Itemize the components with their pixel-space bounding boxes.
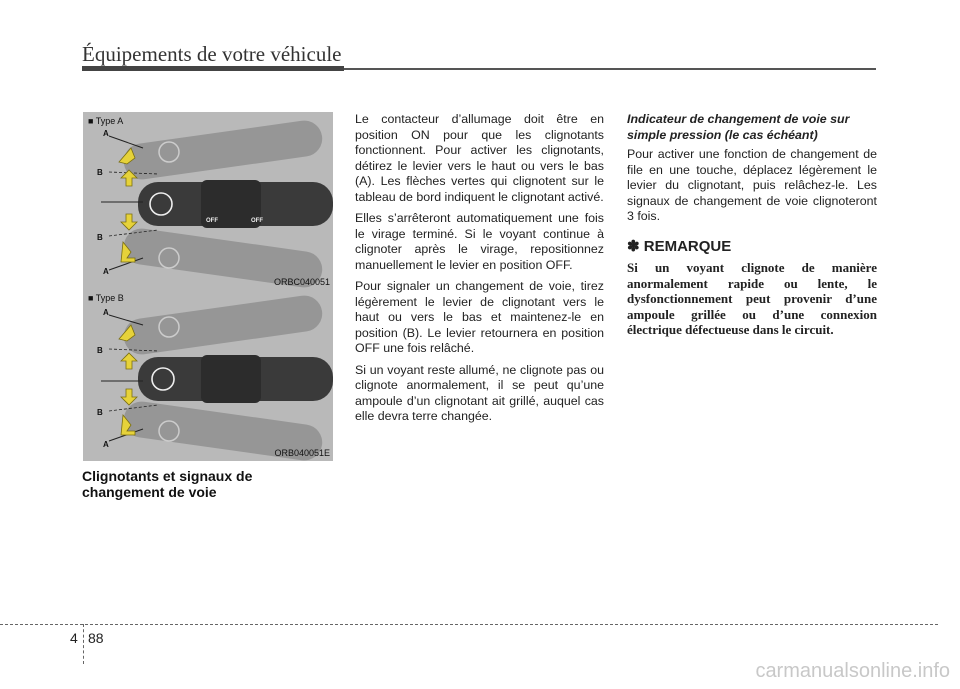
paragraph: Elles s’arrêteront automatiquement une fois le virage terminé. Si le voyant continue à clignoter après le virage, repositionnez manuellement le levier en position OFF.: [355, 211, 604, 272]
footer-vertical-divider: [83, 624, 84, 664]
chapter-number: 4: [70, 630, 78, 646]
page-number: 88: [88, 630, 104, 646]
callout-a-bottom: A: [103, 440, 109, 449]
paragraph: Pour signaler un changement de voie, tirez légèrement le levier de clignotant vers le haut ou vers le bas et maintenez-le en position (B). Le levier retournera en position OFF une fois relâché.: [355, 279, 604, 355]
footer-divider: [0, 624, 938, 625]
paragraph: Pour activer une fonction de changement de file en une touche, déplacez légèrement le levier du clignotant, puis relâchez-le. Les signaux de changement de voie clignoteront 3 fois.: [627, 147, 877, 223]
arrow-down-b-icon: [121, 214, 137, 230]
remark-title: ✽ REMARQUE: [627, 237, 732, 255]
lever-illustration-a: [83, 112, 333, 290]
off-mark-1: OFF: [206, 218, 218, 224]
header-rule-light: [344, 68, 876, 70]
arrow-up-b-icon: [121, 353, 137, 369]
lever-illustration-b: [83, 289, 333, 461]
page-header-title: Équipements de votre véhicule: [82, 42, 342, 66]
figure-type-b: [83, 289, 333, 461]
section-heading: Clignotants et signaux de changement de voie: [82, 468, 253, 500]
paragraph: Si un voyant reste allumé, ne clignote pas ou clignote anormalement, il se peut qu’une ampoule d’un clignotant ait grillé, auquel cas elle devra terre changée.: [355, 362, 604, 423]
figure-b-code: ORB040051E: [274, 448, 330, 458]
figure-a-label: ■ Type A: [88, 116, 124, 126]
off-mark-2: OFF: [251, 218, 263, 224]
right-column: [627, 112, 877, 338]
callout-b-top: B: [97, 346, 103, 355]
figure-type-a: [83, 112, 333, 290]
callout-a-top: A: [103, 129, 109, 138]
callout-b-bottom: B: [97, 233, 103, 242]
callout-b-bottom: B: [97, 408, 103, 417]
header-rule-dark: [82, 66, 344, 71]
subheading: Indicateur de changement de voie sur simple pression (le cas échéant): [627, 112, 850, 142]
callout-a-top: A: [103, 308, 109, 317]
watermark: carmanualsonline.info: [755, 660, 950, 682]
callout-b-top: B: [97, 168, 103, 177]
figure-b-label: ■ Type B: [88, 293, 124, 303]
figure-a-code: ORBC040051: [273, 277, 330, 287]
callout-a-bottom: A: [103, 267, 109, 276]
arrow-down-b-icon: [121, 389, 137, 405]
middle-column: [355, 112, 604, 431]
paragraph: Le contacteur d’allumage doit être en position ON pour que les clignotants fonctionnent. Pour activer les clignotants, détirez le levier vers le haut ou vers le bas (A). Les flèches vertes qui clignotent sur le tableau de bord indiquent le clignotant activé.: [355, 112, 604, 204]
remark-body: Si un voyant clignote de manière anormalement rapide ou lente, le dysfonctionnement peut provenir d’une ampoule grillée ou d’une connexion électrique défectueuse dans le circuit.: [627, 260, 877, 338]
